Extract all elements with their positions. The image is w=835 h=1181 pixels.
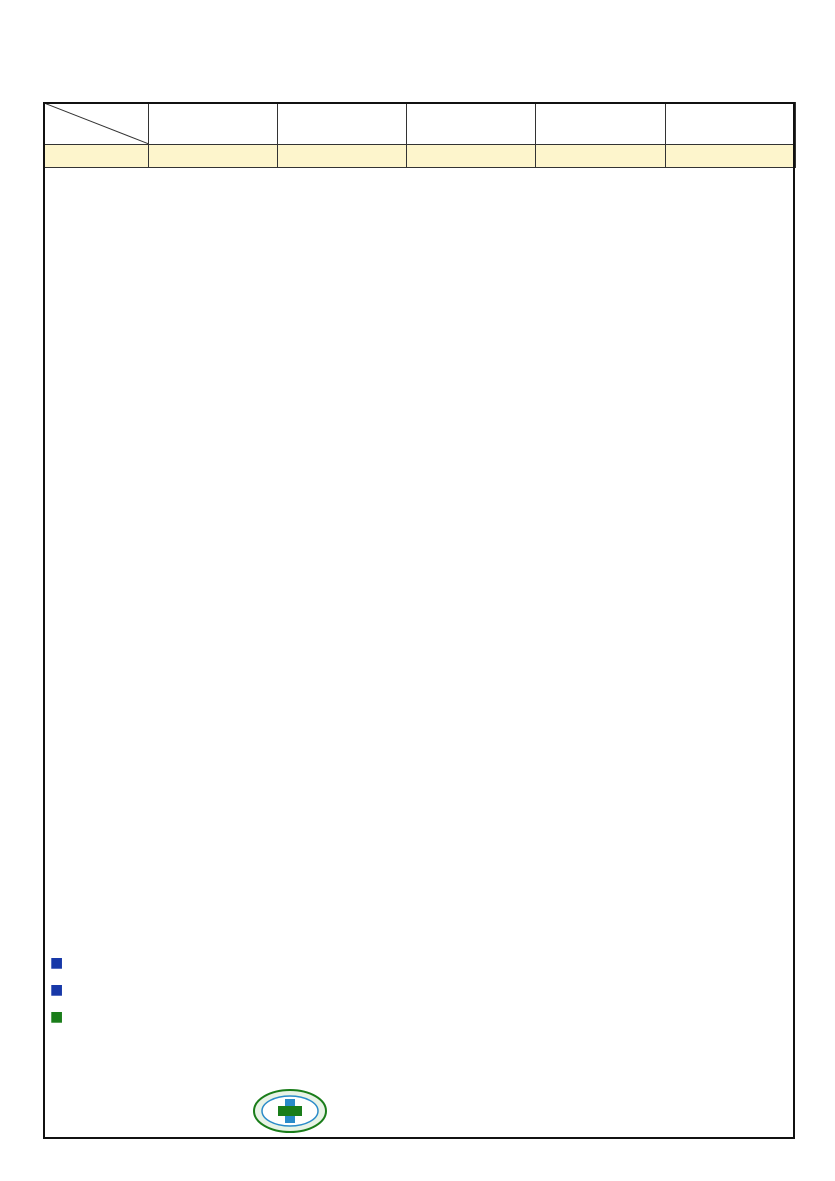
square-bullet-icon: ■ (50, 1009, 64, 1025)
note-special-program (50, 1009, 790, 1025)
hospital-logo (250, 1088, 540, 1134)
hospital-emblem-icon (250, 1088, 330, 1134)
square-bullet-icon: ■ (50, 955, 64, 971)
note-program-time (50, 955, 790, 971)
note-place (50, 982, 790, 998)
square-bullet-icon: ■ (50, 982, 64, 998)
